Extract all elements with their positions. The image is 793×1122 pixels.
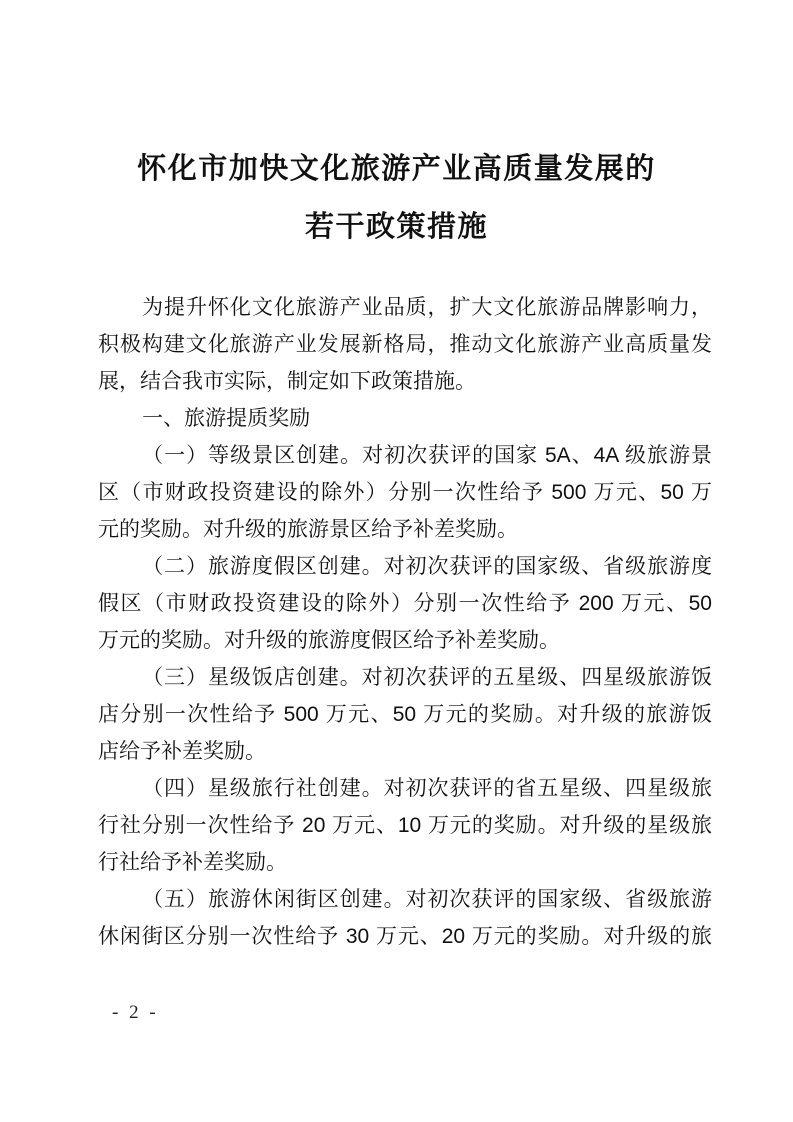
body-line: 休闲街区分别一次性给予 30 万元、20 万元的奖励。对升级的旅 (98, 925, 712, 948)
body-line: 元的奖励。对升级的旅游景区给予补差奖励。 (98, 518, 518, 541)
body-line: 积极构建文化旅游产业发展新格局，推动文化旅游产业高质量发 (98, 333, 712, 356)
body-line: 为提升怀化文化旅游产业品质，扩大文化旅游品牌影响力， (142, 296, 712, 319)
body-line: 假区（市财政投资建设的除外）分别一次性给予 200 万元、50 (98, 592, 712, 615)
body-line: （一）等级景区创建。对初次获评的国家 5A、4A 级旅游景 (142, 444, 712, 467)
body-line: 店给予补差奖励。 (98, 740, 266, 763)
body-line: 区（市财政投资建设的除外）分别一次性给予 500 万元、50 万 (98, 481, 712, 504)
body-line: 一、旅游提质奖励 (142, 407, 311, 430)
document-title (0, 140, 793, 256)
body-line: 万元的奖励。对升级的旅游度假区给予补差奖励。 (98, 629, 560, 652)
body-line: 展，结合我市实际，制定如下政策措施。 (98, 370, 476, 393)
body-line: （二）旅游度假区创建。对初次获评的国家级、省级旅游度 (142, 555, 712, 578)
document-body (98, 289, 712, 955)
body-line: （五）旅游休闲街区创建。对初次获评的国家级、省级旅游 (142, 888, 712, 911)
body-line: （四）星级旅行社创建。对初次获评的省五星级、四星级旅 (142, 777, 712, 800)
title-line-2: 若干政策措施 (304, 211, 488, 243)
body-line: 行社给予补差奖励。 (98, 851, 287, 874)
body-line: 店分别一次性给予 500 万元、50 万元的奖励。对升级的旅游饭 (98, 703, 712, 726)
body-line: （三）星级饭店创建。对初次获评的五星级、四星级旅游饭 (142, 666, 712, 689)
page-number: - 2 - (112, 1002, 159, 1023)
title-line-1: 怀化市加快文化旅游产业高质量发展的 (137, 153, 656, 185)
body-line: 行社分别一次性给予 20 万元、10 万元的奖励。对升级的星级旅 (98, 814, 712, 837)
